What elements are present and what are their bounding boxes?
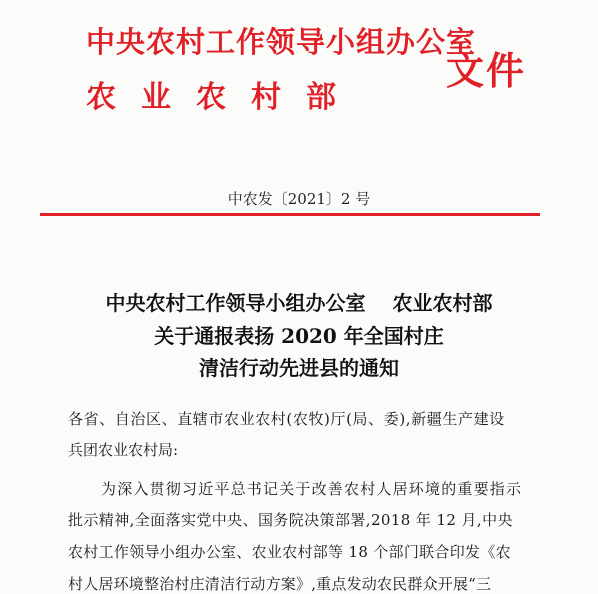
recipient-line-2: 兵团农业农村局: <box>68 441 179 459</box>
issuer-line-1: 中央农村工作领导小组办公室 <box>86 25 477 59</box>
document-number: 中农发〔2021〕2 号 <box>227 190 371 208</box>
paragraph-line-2: 批示精神,全面落实党中央、国务院决策部署,2018 年 12 月,中央 <box>68 511 513 529</box>
notice-title-line-2: 关于通报表扬 2020 年全国村庄 <box>154 324 444 348</box>
paragraph-line-3: 农村工作领导小组办公室、农业农村部等 18 个部门联合印发《农 <box>68 543 511 561</box>
document-type-label: 文件 <box>446 49 527 93</box>
paragraph-line-1: 为深入贯彻习近平总书记关于改善农村人居环境的重要指示 <box>101 480 523 498</box>
recipient-line-1: 各省、自治区、直辖市农业农村(农牧)厅(局、委),新疆生产建设 <box>68 410 505 428</box>
red-separator-line <box>40 213 540 216</box>
paragraph-line-4: 村人居环境整治村庄清洁行动方案》,重点发动农民群众开展“三 <box>68 575 492 593</box>
issuer-line-2: 农业农村部 <box>86 80 361 115</box>
notice-title-line-3: 清洁行动先进县的通知 <box>199 356 399 380</box>
notice-title-line-1: 中央农村工作领导小组办公室 农业农村部 <box>105 291 493 315</box>
